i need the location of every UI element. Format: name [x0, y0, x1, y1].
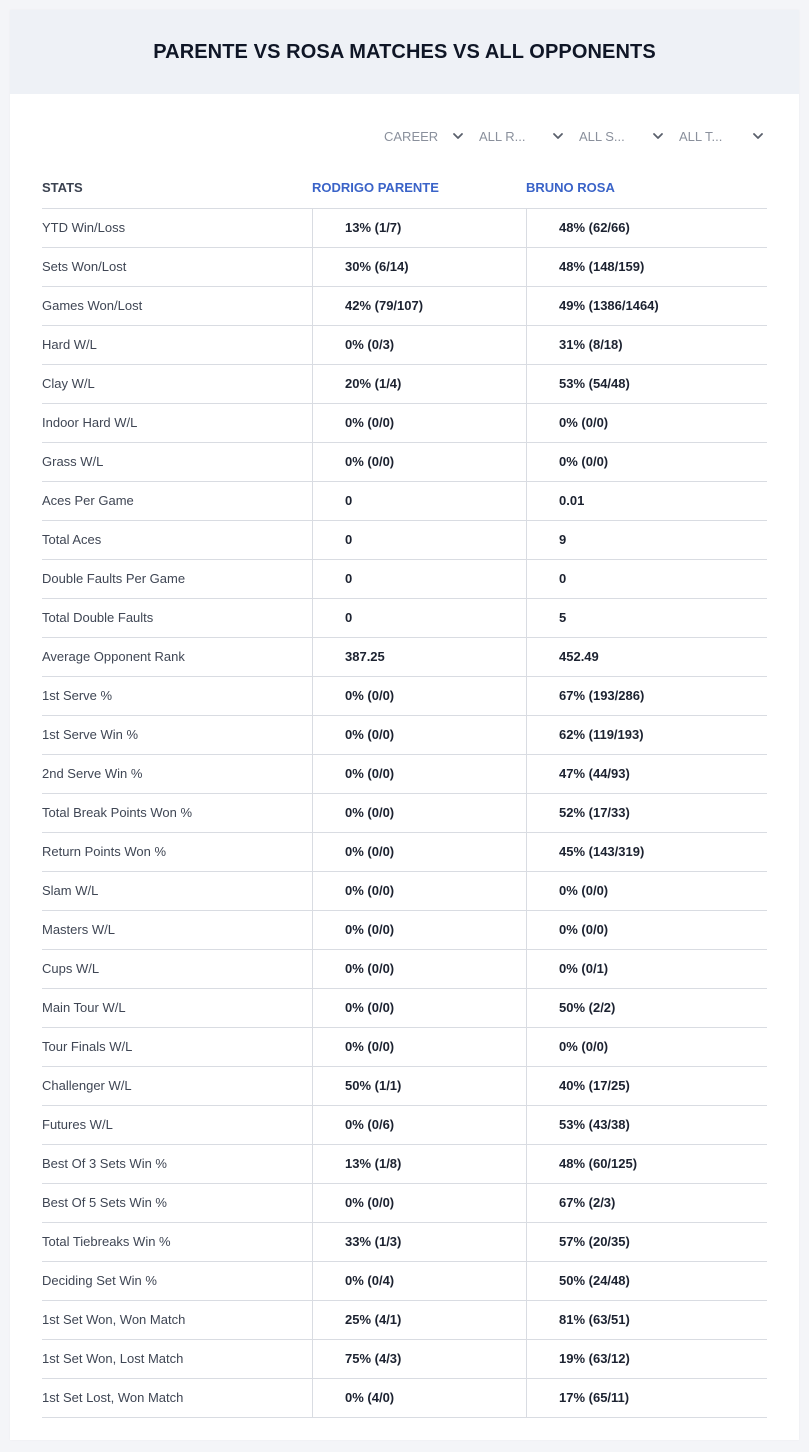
player2-value: 0.01 [526, 482, 767, 520]
player2-value: 5 [526, 599, 767, 637]
player1-value: 0% (0/0) [312, 755, 526, 793]
player1-value: 0% (0/0) [312, 677, 526, 715]
player1-value: 0% (0/0) [312, 794, 526, 832]
table-row [42, 1067, 767, 1106]
chevron-down-icon [552, 130, 564, 142]
player1-value: 0% (0/0) [312, 404, 526, 442]
table-row [42, 794, 767, 833]
table-row [42, 287, 767, 326]
player2-value: 0% (0/1) [526, 950, 767, 988]
player1-value: 0% (0/3) [312, 326, 526, 364]
player2-value: 0% (0/0) [526, 404, 767, 442]
table-row [42, 833, 767, 872]
stat-label: 1st Set Lost, Won Match [42, 1390, 184, 1405]
player1-value: 0 [312, 482, 526, 520]
page-title: PARENTE VS ROSA MATCHES VS ALL OPPONENTS [153, 40, 656, 63]
player1-value: 33% (1/3) [312, 1223, 526, 1261]
stat-label: Best Of 5 Sets Win % [42, 1195, 167, 1210]
chevron-down-icon [752, 130, 764, 142]
player1-value: 0% (0/0) [312, 1184, 526, 1222]
stat-label: Total Break Points Won % [42, 805, 193, 820]
player1-value: 0% (0/0) [312, 872, 526, 910]
player2-value: 31% (8/18) [526, 326, 767, 364]
player2-value: 67% (2/3) [526, 1184, 767, 1222]
stat-label: Indoor Hard W/L [42, 415, 138, 430]
chevron-down-icon [452, 130, 464, 142]
stats-column-header: STATS [42, 180, 83, 195]
stats-card [10, 10, 799, 1440]
filter-surface-dropdown[interactable] [579, 124, 664, 148]
player2-value: 0 [526, 560, 767, 598]
player2-link[interactable]: BRUNO ROSA [526, 180, 615, 195]
player1-value: 0% (0/0) [312, 1028, 526, 1066]
table-row [42, 755, 767, 794]
stat-label: Hard W/L [42, 337, 97, 352]
stat-label: Average Opponent Rank [42, 649, 185, 664]
player1-value: 13% (1/8) [312, 1145, 526, 1183]
table-row [42, 482, 767, 521]
stat-label: Sets Won/Lost [42, 259, 127, 274]
player1-value: 20% (1/4) [312, 365, 526, 403]
player1-value: 25% (4/1) [312, 1301, 526, 1339]
player1-value: 50% (1/1) [312, 1067, 526, 1105]
player2-value: 9 [526, 521, 767, 559]
player1-value: 0 [312, 599, 526, 637]
card-header [10, 10, 799, 94]
player2-value: 53% (54/48) [526, 365, 767, 403]
filter-tournament-dropdown[interactable] [679, 124, 764, 148]
player1-value: 0% (0/0) [312, 833, 526, 871]
table-row [42, 989, 767, 1028]
player1-value: 0 [312, 521, 526, 559]
player1-value: 0% (0/6) [312, 1106, 526, 1144]
table-row [42, 365, 767, 404]
table-row [42, 443, 767, 482]
table-row [42, 1106, 767, 1145]
stat-label: Cups W/L [42, 961, 100, 976]
stat-label: 1st Set Won, Lost Match [42, 1351, 184, 1366]
stat-label: 1st Set Won, Won Match [42, 1312, 186, 1327]
stat-label: Challenger W/L [42, 1078, 132, 1093]
player1-value: 30% (6/14) [312, 248, 526, 286]
player2-value: 40% (17/25) [526, 1067, 767, 1105]
stat-label: YTD Win/Loss [42, 220, 126, 235]
filter-career-dropdown[interactable] [384, 124, 464, 148]
table-row [42, 560, 767, 599]
player1-value: 0% (0/4) [312, 1262, 526, 1300]
player2-value: 81% (63/51) [526, 1301, 767, 1339]
player1-value: 0% (0/0) [312, 716, 526, 754]
player1-value: 42% (79/107) [312, 287, 526, 325]
table-row [42, 716, 767, 755]
table-row [42, 950, 767, 989]
stat-label: Double Faults Per Game [42, 571, 186, 586]
filter-label: ALL T... [679, 128, 723, 144]
stat-label: Slam W/L [42, 883, 99, 898]
stat-label: 1st Serve % [42, 688, 113, 703]
table-row [42, 599, 767, 638]
player2-value: 0% (0/0) [526, 872, 767, 910]
filter-round-dropdown[interactable] [479, 124, 564, 148]
player1-value: 0% (4/0) [312, 1379, 526, 1417]
filter-bar [10, 124, 799, 148]
player2-value: 0% (0/0) [526, 1028, 767, 1066]
player1-value: 387.25 [312, 638, 526, 676]
player1-value: 75% (4/3) [312, 1340, 526, 1378]
table-row [42, 911, 767, 950]
player2-value: 45% (143/319) [526, 833, 767, 871]
stat-label: Main Tour W/L [42, 1000, 126, 1015]
chevron-down-icon [652, 130, 664, 142]
player2-value: 67% (193/286) [526, 677, 767, 715]
player1-value: 0 [312, 560, 526, 598]
player1-value: 13% (1/7) [312, 209, 526, 247]
stat-label: Futures W/L [42, 1117, 113, 1132]
stat-label: Clay W/L [42, 376, 95, 391]
table-row [42, 677, 767, 716]
table-row [42, 1262, 767, 1301]
player2-value: 50% (24/48) [526, 1262, 767, 1300]
table-row [42, 209, 767, 248]
player2-value: 452.49 [526, 638, 767, 676]
stat-label: 1st Serve Win % [42, 727, 139, 742]
player1-value: 0% (0/0) [312, 989, 526, 1027]
player1-value: 0% (0/0) [312, 443, 526, 481]
stat-label: Best Of 3 Sets Win % [42, 1156, 167, 1171]
stat-label: Grass W/L [42, 454, 104, 469]
player2-value: 62% (119/193) [526, 716, 767, 754]
stat-label: Deciding Set Win % [42, 1273, 157, 1288]
table-row [42, 1340, 767, 1379]
player1-link[interactable]: RODRIGO PARENTE [312, 180, 439, 195]
player2-value: 49% (1386/1464) [526, 287, 767, 325]
player2-value: 0% (0/0) [526, 911, 767, 949]
stat-label: 2nd Serve Win % [42, 766, 143, 781]
table-row [42, 326, 767, 365]
player2-value: 52% (17/33) [526, 794, 767, 832]
stat-label: Games Won/Lost [42, 298, 143, 313]
table-row [42, 1145, 767, 1184]
filter-label: CAREER [384, 128, 439, 144]
player2-value: 53% (43/38) [526, 1106, 767, 1144]
stat-label: Aces Per Game [42, 493, 134, 508]
player1-value: 0% (0/0) [312, 911, 526, 949]
filter-label: ALL S... [579, 128, 625, 144]
stat-label: Total Double Faults [42, 610, 154, 625]
table-row [42, 248, 767, 287]
stat-label: Total Aces [42, 532, 102, 547]
filter-label: ALL R... [479, 128, 526, 144]
table-row [42, 1223, 767, 1262]
table-row [42, 1301, 767, 1340]
stat-label: Masters W/L [42, 922, 115, 937]
player2-value: 17% (65/11) [526, 1379, 767, 1417]
table-header [42, 170, 767, 208]
player2-value: 0% (0/0) [526, 443, 767, 481]
table-row [42, 404, 767, 443]
player2-value: 48% (62/66) [526, 209, 767, 247]
table-row [42, 1184, 767, 1223]
stat-label: Total Tiebreaks Win % [42, 1234, 171, 1249]
player2-value: 50% (2/2) [526, 989, 767, 1027]
player2-value: 47% (44/93) [526, 755, 767, 793]
player2-value: 48% (60/125) [526, 1145, 767, 1183]
table-row [42, 1379, 767, 1418]
player2-value: 48% (148/159) [526, 248, 767, 286]
table-row [42, 638, 767, 677]
stat-label: Tour Finals W/L [42, 1039, 133, 1054]
table-row [42, 521, 767, 560]
player2-value: 19% (63/12) [526, 1340, 767, 1378]
stats-table [42, 208, 767, 1418]
table-row [42, 1028, 767, 1067]
player1-value: 0% (0/0) [312, 950, 526, 988]
stat-label: Return Points Won % [42, 844, 167, 859]
player2-value: 57% (20/35) [526, 1223, 767, 1261]
table-row [42, 872, 767, 911]
